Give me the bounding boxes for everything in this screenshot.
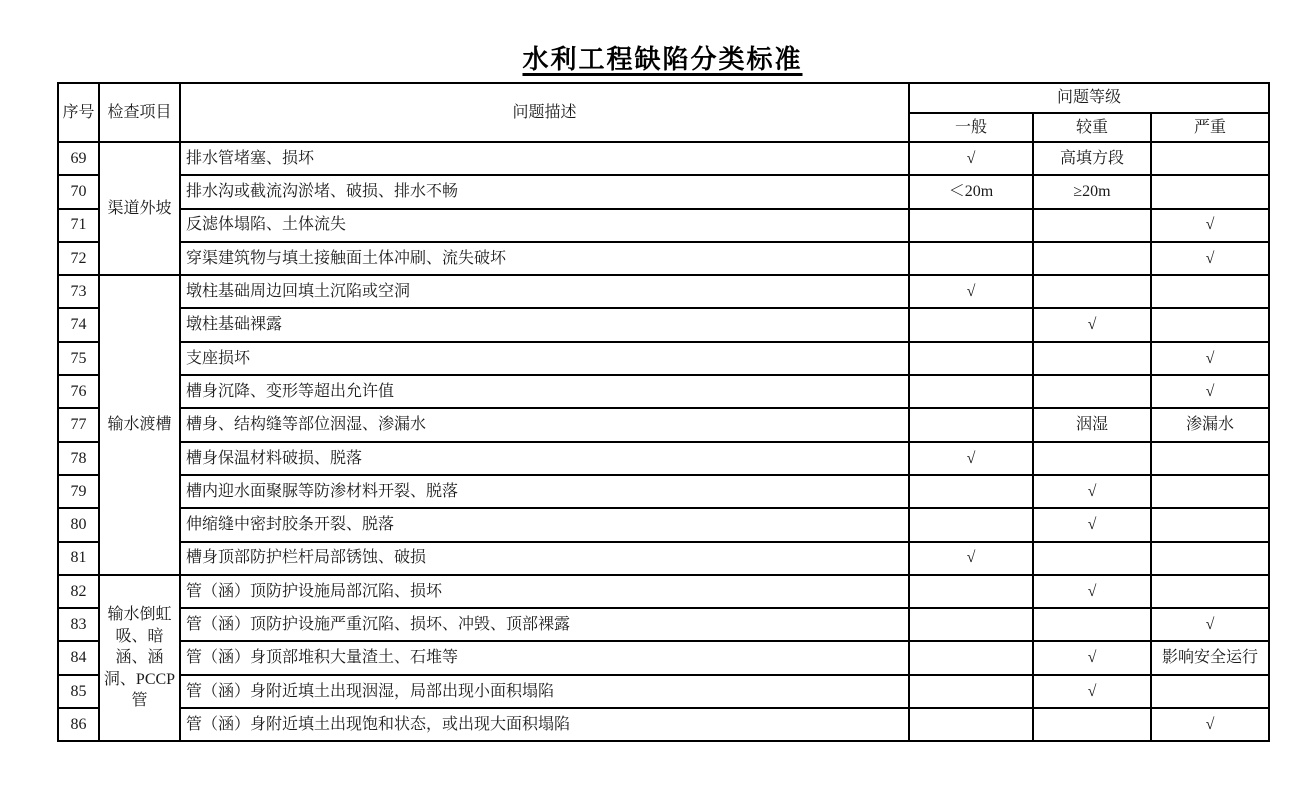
category-cell: 输水渡槽 xyxy=(99,275,180,575)
table-row xyxy=(58,375,1269,408)
level-general-cell xyxy=(909,641,1033,674)
level-moderate-cell xyxy=(1033,542,1151,575)
level-general-cell xyxy=(909,342,1033,375)
row-index-cell: 73 xyxy=(58,275,99,308)
level-severe-cell: √ xyxy=(1151,375,1269,408)
row-index-cell: 81 xyxy=(58,542,99,575)
page-title-text: 水利工程缺陷分类标准 xyxy=(522,44,803,74)
table-row xyxy=(58,175,1269,208)
description-cell: 墩柱基础周边回填土沉陷或空洞 xyxy=(180,275,909,308)
level-moderate-cell: 洇湿 xyxy=(1033,408,1151,441)
description-cell: 槽身、结构缝等部位洇湿、渗漏水 xyxy=(180,408,909,441)
level-moderate-cell xyxy=(1033,342,1151,375)
table-row xyxy=(58,242,1269,275)
description-cell: 反滤体塌陷、土体流失 xyxy=(180,209,909,242)
header-category: 检查项目 xyxy=(99,83,180,142)
header-level-severe: 严重 xyxy=(1151,113,1269,142)
level-severe-cell xyxy=(1151,175,1269,208)
table-row xyxy=(58,641,1269,674)
table-row xyxy=(58,308,1269,341)
row-index-cell: 72 xyxy=(58,242,99,275)
table-row xyxy=(58,209,1269,242)
level-general-cell: √ xyxy=(909,142,1033,175)
level-severe-cell xyxy=(1151,442,1269,475)
level-severe-cell xyxy=(1151,675,1269,708)
level-severe-cell xyxy=(1151,142,1269,175)
level-severe-cell: √ xyxy=(1151,608,1269,641)
description-cell: 槽内迎水面聚脲等防渗材料开裂、脱落 xyxy=(180,475,909,508)
row-index-cell: 77 xyxy=(58,408,99,441)
row-index-cell: 79 xyxy=(58,475,99,508)
level-moderate-cell xyxy=(1033,442,1151,475)
level-severe-cell: √ xyxy=(1151,242,1269,275)
level-severe-cell xyxy=(1151,575,1269,608)
description-cell: 管（涵）身顶部堆积大量渣土、石堆等 xyxy=(180,641,909,674)
description-cell: 管（涵）顶防护设施严重沉陷、损坏、冲毁、顶部裸露 xyxy=(180,608,909,641)
description-cell: 墩柱基础裸露 xyxy=(180,308,909,341)
description-cell: 支座损坏 xyxy=(180,342,909,375)
level-severe-cell: 影响安全运行 xyxy=(1151,641,1269,674)
level-general-cell xyxy=(909,508,1033,541)
description-cell: 槽身顶部防护栏杆局部锈蚀、破损 xyxy=(180,542,909,575)
level-general-cell: √ xyxy=(909,542,1033,575)
header-row-top xyxy=(58,83,1269,113)
row-index-cell: 71 xyxy=(58,209,99,242)
level-moderate-cell xyxy=(1033,275,1151,308)
level-severe-cell: √ xyxy=(1151,708,1269,741)
description-cell: 伸缩缝中密封胶条开裂、脱落 xyxy=(180,508,909,541)
level-moderate-cell xyxy=(1033,242,1151,275)
row-index-cell: 75 xyxy=(58,342,99,375)
level-moderate-cell: √ xyxy=(1033,308,1151,341)
category-cell: 输水倒虹吸、暗涵、涵洞、PCCP管 xyxy=(99,575,180,741)
level-moderate-cell: √ xyxy=(1033,475,1151,508)
description-cell: 管（涵）身附近填土出现洇湿，局部出现小面积塌陷 xyxy=(180,675,909,708)
level-general-cell xyxy=(909,375,1033,408)
row-index-cell: 86 xyxy=(58,708,99,741)
row-index-cell: 78 xyxy=(58,442,99,475)
defect-table-body xyxy=(58,142,1269,741)
description-cell: 排水沟或截流沟淤堵、破损、排水不畅 xyxy=(180,175,909,208)
level-general-cell xyxy=(909,608,1033,641)
table-row xyxy=(58,275,1269,308)
description-cell: 管（涵）身附近填土出现饱和状态，或出现大面积塌陷 xyxy=(180,708,909,741)
level-severe-cell xyxy=(1151,308,1269,341)
level-moderate-cell xyxy=(1033,608,1151,641)
defect-classification-table xyxy=(57,82,1270,742)
category-cell: 渠道外坡 xyxy=(99,142,180,275)
level-general-cell xyxy=(909,242,1033,275)
row-index-cell: 69 xyxy=(58,142,99,175)
description-cell: 排水管堵塞、损坏 xyxy=(180,142,909,175)
row-index-cell: 85 xyxy=(58,675,99,708)
level-general-cell: √ xyxy=(909,442,1033,475)
level-general-cell: √ xyxy=(909,275,1033,308)
level-moderate-cell xyxy=(1033,375,1151,408)
level-moderate-cell: ≥20m xyxy=(1033,175,1151,208)
table-row xyxy=(58,142,1269,175)
table-header xyxy=(58,83,1269,142)
level-moderate-cell: √ xyxy=(1033,675,1151,708)
description-cell: 管（涵）顶防护设施局部沉陷、损坏 xyxy=(180,575,909,608)
level-general-cell xyxy=(909,675,1033,708)
table-row xyxy=(58,508,1269,541)
row-index-cell: 74 xyxy=(58,308,99,341)
level-severe-cell: 渗漏水 xyxy=(1151,408,1269,441)
row-index-cell: 76 xyxy=(58,375,99,408)
level-general-cell xyxy=(909,708,1033,741)
level-general-cell xyxy=(909,308,1033,341)
table-row xyxy=(58,408,1269,441)
level-severe-cell xyxy=(1151,508,1269,541)
level-severe-cell: √ xyxy=(1151,342,1269,375)
level-general-cell xyxy=(909,575,1033,608)
level-moderate-cell: √ xyxy=(1033,508,1151,541)
header-index: 序号 xyxy=(58,83,99,142)
level-moderate-cell xyxy=(1033,209,1151,242)
table-row xyxy=(58,575,1269,608)
description-cell: 槽身沉降、变形等超出允许值 xyxy=(180,375,909,408)
header-level-group: 问题等级 xyxy=(909,83,1269,113)
level-severe-cell xyxy=(1151,542,1269,575)
level-severe-cell xyxy=(1151,475,1269,508)
level-moderate-cell: √ xyxy=(1033,575,1151,608)
level-general-cell xyxy=(909,408,1033,441)
level-moderate-cell: √ xyxy=(1033,641,1151,674)
row-index-cell: 82 xyxy=(58,575,99,608)
level-general-cell: ＜20m xyxy=(909,175,1033,208)
table-row xyxy=(58,442,1269,475)
level-moderate-cell: 高填方段 xyxy=(1033,142,1151,175)
table-row xyxy=(58,675,1269,708)
description-cell: 穿渠建筑物与填土接触面土体冲刷、流失破坏 xyxy=(180,242,909,275)
level-severe-cell xyxy=(1151,275,1269,308)
description-cell: 槽身保温材料破损、脱落 xyxy=(180,442,909,475)
table-row xyxy=(58,542,1269,575)
header-level-general: 一般 xyxy=(909,113,1033,142)
level-moderate-cell xyxy=(1033,708,1151,741)
page-title xyxy=(57,44,1268,75)
table-row xyxy=(58,708,1269,741)
row-index-cell: 83 xyxy=(58,608,99,641)
header-level-moderate: 较重 xyxy=(1033,113,1151,142)
level-severe-cell: √ xyxy=(1151,209,1269,242)
table-row xyxy=(58,475,1269,508)
header-description: 问题描述 xyxy=(180,83,909,142)
table-row xyxy=(58,608,1269,641)
row-index-cell: 84 xyxy=(58,641,99,674)
table-row xyxy=(58,342,1269,375)
row-index-cell: 70 xyxy=(58,175,99,208)
row-index-cell: 80 xyxy=(58,508,99,541)
level-general-cell xyxy=(909,209,1033,242)
level-general-cell xyxy=(909,475,1033,508)
